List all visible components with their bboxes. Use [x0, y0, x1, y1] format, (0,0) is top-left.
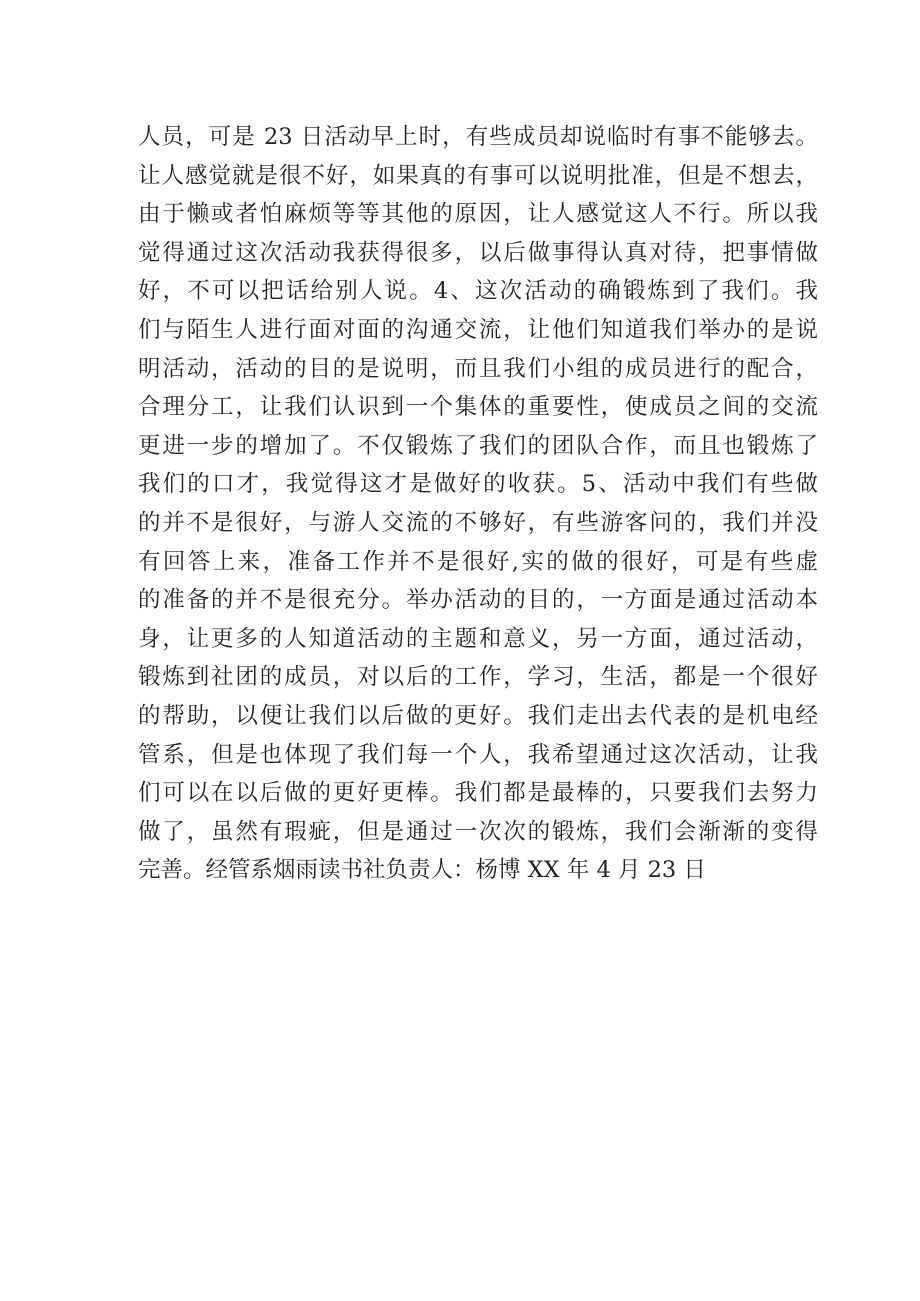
text-line-13: 的准备的并不是很充分。举办活动的目的，一方面是通过活动本 [138, 587, 818, 614]
text-line-14: 身，让更多的人知道活动的主题和意义，另一方面，通过活动， [138, 625, 818, 652]
text-line-6: 们与陌生人进行面对面的沟通交流，让他们知道我们举办的是说 [138, 316, 818, 343]
text-line-20-signature: 完善。经管系烟雨读书社负责人：杨博 XX 年 4 月 23 日 [138, 857, 706, 884]
text-line-12: 有回答上来，准备工作并不是很好,实的做的很好，可是有些虚 [138, 548, 818, 575]
text-line-10: 我们的口才，我觉得这才是做好的收获。5、活动中我们有些做 [138, 471, 818, 498]
text-line-1: 人员，可是 23 日活动早上时，有些成员却说临时有事不能够去。 [138, 124, 818, 150]
text-line-17: 管系，但是也体现了我们每一个人，我希望通过这次活动，让我 [138, 741, 818, 768]
text-line-16: 的帮助，以便让我们以后做的更好。我们走出去代表的是机电经 [138, 702, 818, 729]
text-line-11: 的并不是很好，与游人交流的不够好，有些游客问的，我们并没 [138, 509, 818, 536]
text-line-19: 做了，虽然有瑕疵，但是通过一次次的锻炼，我们会渐渐的变得 [138, 818, 818, 845]
text-line-4: 觉得通过这次活动我获得很多，以后做事得认真对待，把事情做 [138, 239, 818, 266]
text-line-3: 由于懒或者怕麻烦等等其他的原因，让人感觉这人不行。所以我 [138, 201, 818, 228]
text-line-7: 明活动，活动的目的是说明，而且我们小组的成员进行的配合， [138, 355, 818, 382]
text-line-18: 们可以在以后做的更好更棒。我们都是最棒的，只要我们去努力 [138, 780, 818, 807]
text-line-9: 更进一步的增加了。不仅锻炼了我们的团队合作，而且也锻炼了 [138, 432, 818, 459]
text-line-2: 让人感觉就是很不好，如果真的有事可以说明批准，但是不想去， [138, 162, 818, 189]
text-line-5: 好，不可以把话给别人说。4、这次活动的确锻炼到了我们。我 [138, 278, 818, 305]
body-text [138, 118, 818, 890]
text-line-15: 锻炼到社团的成员，对以后的工作，学习，生活，都是一个很好 [138, 664, 818, 691]
text-line-8: 合理分工，让我们认识到一个集体的重要性，使成员之间的交流 [138, 394, 818, 421]
